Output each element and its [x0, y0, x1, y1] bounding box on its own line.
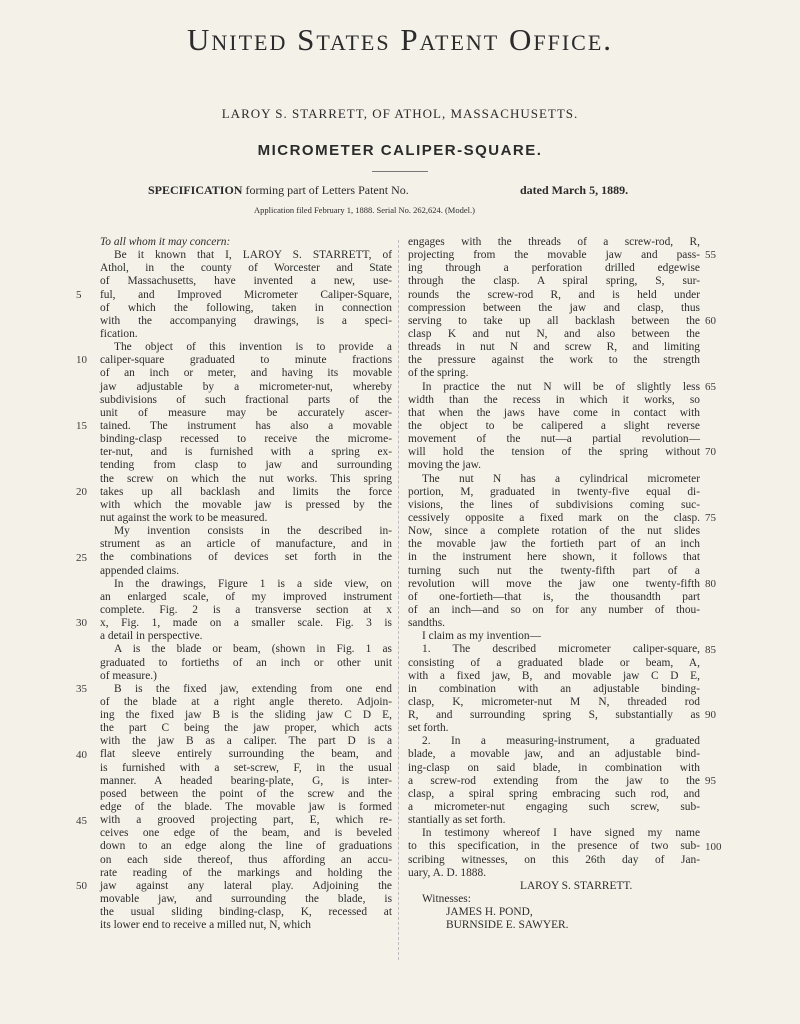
text-line: is furnished with a set-screw, F, in the usual	[100, 761, 392, 774]
text-line: cessively opposite a fixed mark on the clasp.	[408, 511, 700, 524]
text-line: an enlarged scale, of my improved instrument	[100, 590, 392, 603]
line-number: 95	[705, 775, 716, 788]
right-text-column	[408, 236, 700, 932]
text-line: that when the jaws have come in contact with	[408, 406, 700, 419]
witness: BURNSIDE E. SAWYER.	[446, 919, 569, 932]
text-line: The nut N has a cylindrical micrometer	[422, 472, 700, 485]
text-line: tained. The instrument has also a movable	[100, 419, 392, 432]
text-line: width than the recess in which it works, so	[408, 393, 700, 406]
specification-text: forming part of Letters Patent No.	[245, 183, 409, 197]
text-line: of an inch—and so on for any number of thou-	[408, 603, 700, 616]
text-line: with the jaw B as a caliper. The part D is a	[100, 735, 392, 748]
text-line: unit of measure may be accurately ascer-	[100, 406, 392, 419]
text-line: of Massachusetts, have invented a new, use-	[100, 275, 392, 288]
line-number: 10	[76, 354, 87, 367]
text-line: the pressure against the work to the strength	[408, 354, 700, 367]
text-line: of the spring.	[408, 367, 469, 380]
text-line: clasp, a spiral spring embracing such rod, and	[408, 787, 700, 800]
text-line: a detail in perspective.	[100, 630, 203, 643]
inventor-line: LAROY S. STARRETT, OF ATHOL, MASSACHUSETTS.	[221, 106, 579, 121]
left-text-column	[100, 236, 392, 932]
text-line: a micrometer-nut engaging such screw, sub-	[408, 801, 700, 814]
text-line: through the clasp. A spiral spring, S, sur-	[408, 275, 700, 288]
line-number: 80	[705, 577, 716, 590]
text-line: of the blade at a right angle thereto. Adjoin-	[100, 695, 392, 708]
text-line: nut against the work to be measured.	[100, 511, 268, 524]
text-line: the screw on which the nut works. This spring	[100, 472, 392, 485]
line-number: 90	[705, 709, 716, 722]
text-line: the movable jaw the fortieth part of an inch	[408, 538, 700, 551]
text-line: threads in nut N and screw R, and limiting	[408, 341, 700, 354]
line-number: 5	[76, 288, 82, 301]
text-line: R, and surrounding spring S, substantially as	[408, 709, 700, 722]
witness: JAMES H. POND,	[446, 906, 533, 919]
line-number: 35	[76, 683, 87, 696]
application-line: Application filed February 1, 1888. Serial No. 262,624. (Model.)	[254, 205, 475, 215]
line-number: 30	[76, 617, 87, 630]
text-line: takes up all backlash and limits the force	[100, 485, 392, 498]
line-number: 60	[705, 314, 716, 327]
text-line: rate reading of the markings and holding the	[100, 866, 392, 879]
text-line: manner. A headed bearing-plate, G, is inter-	[100, 774, 392, 787]
text-line: with which the movable jaw is pressed by the	[100, 498, 392, 511]
text-line: ful, and Improved Micrometer Caliper-Square,	[100, 288, 392, 301]
text-line: visions, the lines of subdivisions coming suc-	[408, 498, 700, 511]
text-line: the combinations of devices set forth in the	[100, 551, 392, 564]
text-line: flat sleeve entirely surrounding the beam, and	[100, 748, 392, 761]
text-line: projecting from the movable jaw and pass-	[408, 249, 700, 262]
line-number: 45	[76, 814, 87, 827]
text-line: jaw adjustable by a micrometer-nut, whereby	[100, 380, 392, 393]
text-line: compression between the jaw and clasp, thus	[408, 301, 700, 314]
text-line: In the drawings, Figure 1 is a side view, on	[114, 577, 392, 590]
line-number: 40	[76, 748, 87, 761]
text-line: portion, M, graduated in twenty-five equal di-	[408, 485, 700, 498]
line-number: 55	[705, 249, 716, 262]
text-line: of measure.)	[100, 669, 157, 682]
text-line: with a grooved projecting part, E, which re-	[100, 814, 392, 827]
specification-line	[148, 183, 629, 198]
patent-office-heading: United States Patent Office.	[186, 22, 614, 57]
text-line: uary, A. D. 1888.	[408, 866, 487, 879]
text-line: set forth.	[408, 722, 449, 735]
text-line: of one-fortieth—that is, the thousandth part	[408, 590, 700, 603]
text-line: B is the fixed jaw, extending from one end	[114, 682, 392, 695]
text-line: edge of the blade. The movable jaw is formed	[100, 801, 392, 814]
text-line: moving the jaw.	[408, 459, 481, 472]
line-number: 70	[705, 446, 716, 459]
title-rule	[372, 171, 428, 172]
text-line: turning such nut the twenty-fifth part of a	[408, 564, 700, 577]
text-line: ing-clasp on said blade, in combination with	[408, 761, 700, 774]
text-line: tending from clasp to jaw and surrounding	[100, 459, 392, 472]
text-line: strument as an article of manufacture, and in	[100, 538, 392, 551]
text-line: sandths.	[408, 617, 446, 630]
text-line: scribing witnesses, on this 26th day of Jan-	[408, 853, 700, 866]
line-number: 20	[76, 485, 87, 498]
text-line: clasp K and nut N, and also between the	[408, 327, 700, 340]
text-line: revolution will move the jaw one twenty-fifth	[408, 577, 700, 590]
text-line: To all whom it may concern:	[100, 236, 231, 248]
text-line: a screw-rod extending from the jaw to the	[408, 774, 700, 787]
text-line: of an inch or meter, and having its movable	[100, 367, 392, 380]
text-line: will hold the tension of the spring without	[408, 446, 700, 459]
text-line: engages with the threads of a screw-rod, R,	[408, 236, 700, 248]
witness-label: Witnesses:	[422, 893, 471, 906]
text-line: movement of the nut—a partial revolution—	[408, 433, 700, 446]
text-line: on each side thereof, thus affording an accu-	[100, 853, 392, 866]
text-line: I claim as my invention—	[422, 630, 541, 643]
line-number: 100	[705, 840, 722, 853]
specification-label: SPECIFICATION	[148, 183, 243, 197]
text-line: Athol, in the county of Worcester and State	[100, 262, 392, 275]
text-line: subdivisions of such fractional parts of the	[100, 393, 392, 406]
text-line: clasp, K, micrometer-nut M N, threaded rod	[408, 695, 700, 708]
text-line: ceives one edge of the beam, and is beveled	[100, 827, 392, 840]
text-line: The object of this invention is to provide a	[114, 341, 392, 354]
text-line: to this specification, in the presence of two sub-	[408, 840, 700, 853]
column-divider	[398, 240, 399, 960]
text-line: serving to take up all backlash between the	[408, 314, 700, 327]
text-line: down to an edge along the line of graduations	[100, 840, 392, 853]
line-number: 15	[76, 420, 87, 433]
text-line: My invention consists in the described in-	[114, 525, 392, 538]
line-number: 85	[705, 643, 716, 656]
text-line: its lower end to receive a milled nut, N, which	[100, 919, 311, 932]
line-number: 75	[705, 512, 716, 525]
line-number: 25	[76, 551, 87, 564]
text-line: in combination with an adjustable binding-	[408, 682, 700, 695]
text-line: movable jaw, and surrounding the blade, is	[100, 893, 392, 906]
text-line: rounds the screw-rod R, and is held under	[408, 288, 700, 301]
text-line: ing the fixed jaw B is the sliding jaw C D E,	[100, 709, 392, 722]
text-line: blade, a movable jaw, and an adjustable bind-	[408, 748, 700, 761]
text-line: appended claims.	[100, 564, 180, 577]
text-line: jaw against any lateral play. Adjoining the	[100, 879, 392, 892]
text-line: x, Fig. 1, made on a smaller scale. Fig. 3 is	[100, 617, 392, 630]
text-line: with the accompanying drawings, is a speci-	[100, 314, 392, 327]
text-line: 2. In a measuring-instrument, a graduated	[422, 735, 700, 748]
text-line: stantially as set forth.	[408, 814, 506, 827]
text-line: ing through a perforation drilled edgewise	[408, 262, 700, 275]
text-line: the part C being the jaw proper, which acts	[100, 722, 392, 735]
patent-date: dated March 5, 1889.	[520, 183, 629, 197]
sig-name: LAROY S. STARRETT.	[520, 879, 633, 892]
text-line: A is the blade or beam, (shown in Fig. 1 as	[114, 643, 392, 656]
text-line: of which the following, taken in connection	[100, 301, 392, 314]
text-line: the usual sliding binding-clasp, K, recessed at	[100, 906, 392, 919]
text-line: 1. The described micrometer caliper-square,	[422, 643, 700, 656]
text-line: In practice the nut N will be of slightly less	[422, 380, 700, 393]
text-line: graduated to fortieths of an inch or other unit	[100, 656, 392, 669]
text-line: Now, since a complete rotation of the nut slides	[408, 525, 700, 538]
text-line: consisting of a graduated blade or beam, A,	[408, 656, 700, 669]
text-line: in the instrument here shown, it follows that	[408, 551, 700, 564]
text-line: complete. Fig. 2 is a transverse section at x	[100, 603, 392, 616]
line-number: 65	[705, 380, 716, 393]
text-line: fication.	[100, 327, 138, 340]
text-line: caliper-square graduated to minute fractions	[100, 354, 392, 367]
line-number: 50	[76, 880, 87, 893]
text-line: the object to be calipered a slight reverse	[408, 419, 700, 432]
patent-title: MICROMETER CALIPER-SQUARE.	[257, 142, 543, 159]
text-line: binding-clasp recessed to receive the microme-	[100, 433, 392, 446]
text-line: ter-nut, and is furnished with a spring ex-	[100, 446, 392, 459]
text-line: with a fixed jaw, B, and movable jaw C D E,	[408, 669, 700, 682]
text-line: Be it known that I, LAROY S. STARRETT, of	[114, 249, 392, 262]
text-line: In testimony whereof I have signed my name	[422, 827, 700, 840]
text-line: posed between the point of the screw and the	[100, 787, 392, 800]
